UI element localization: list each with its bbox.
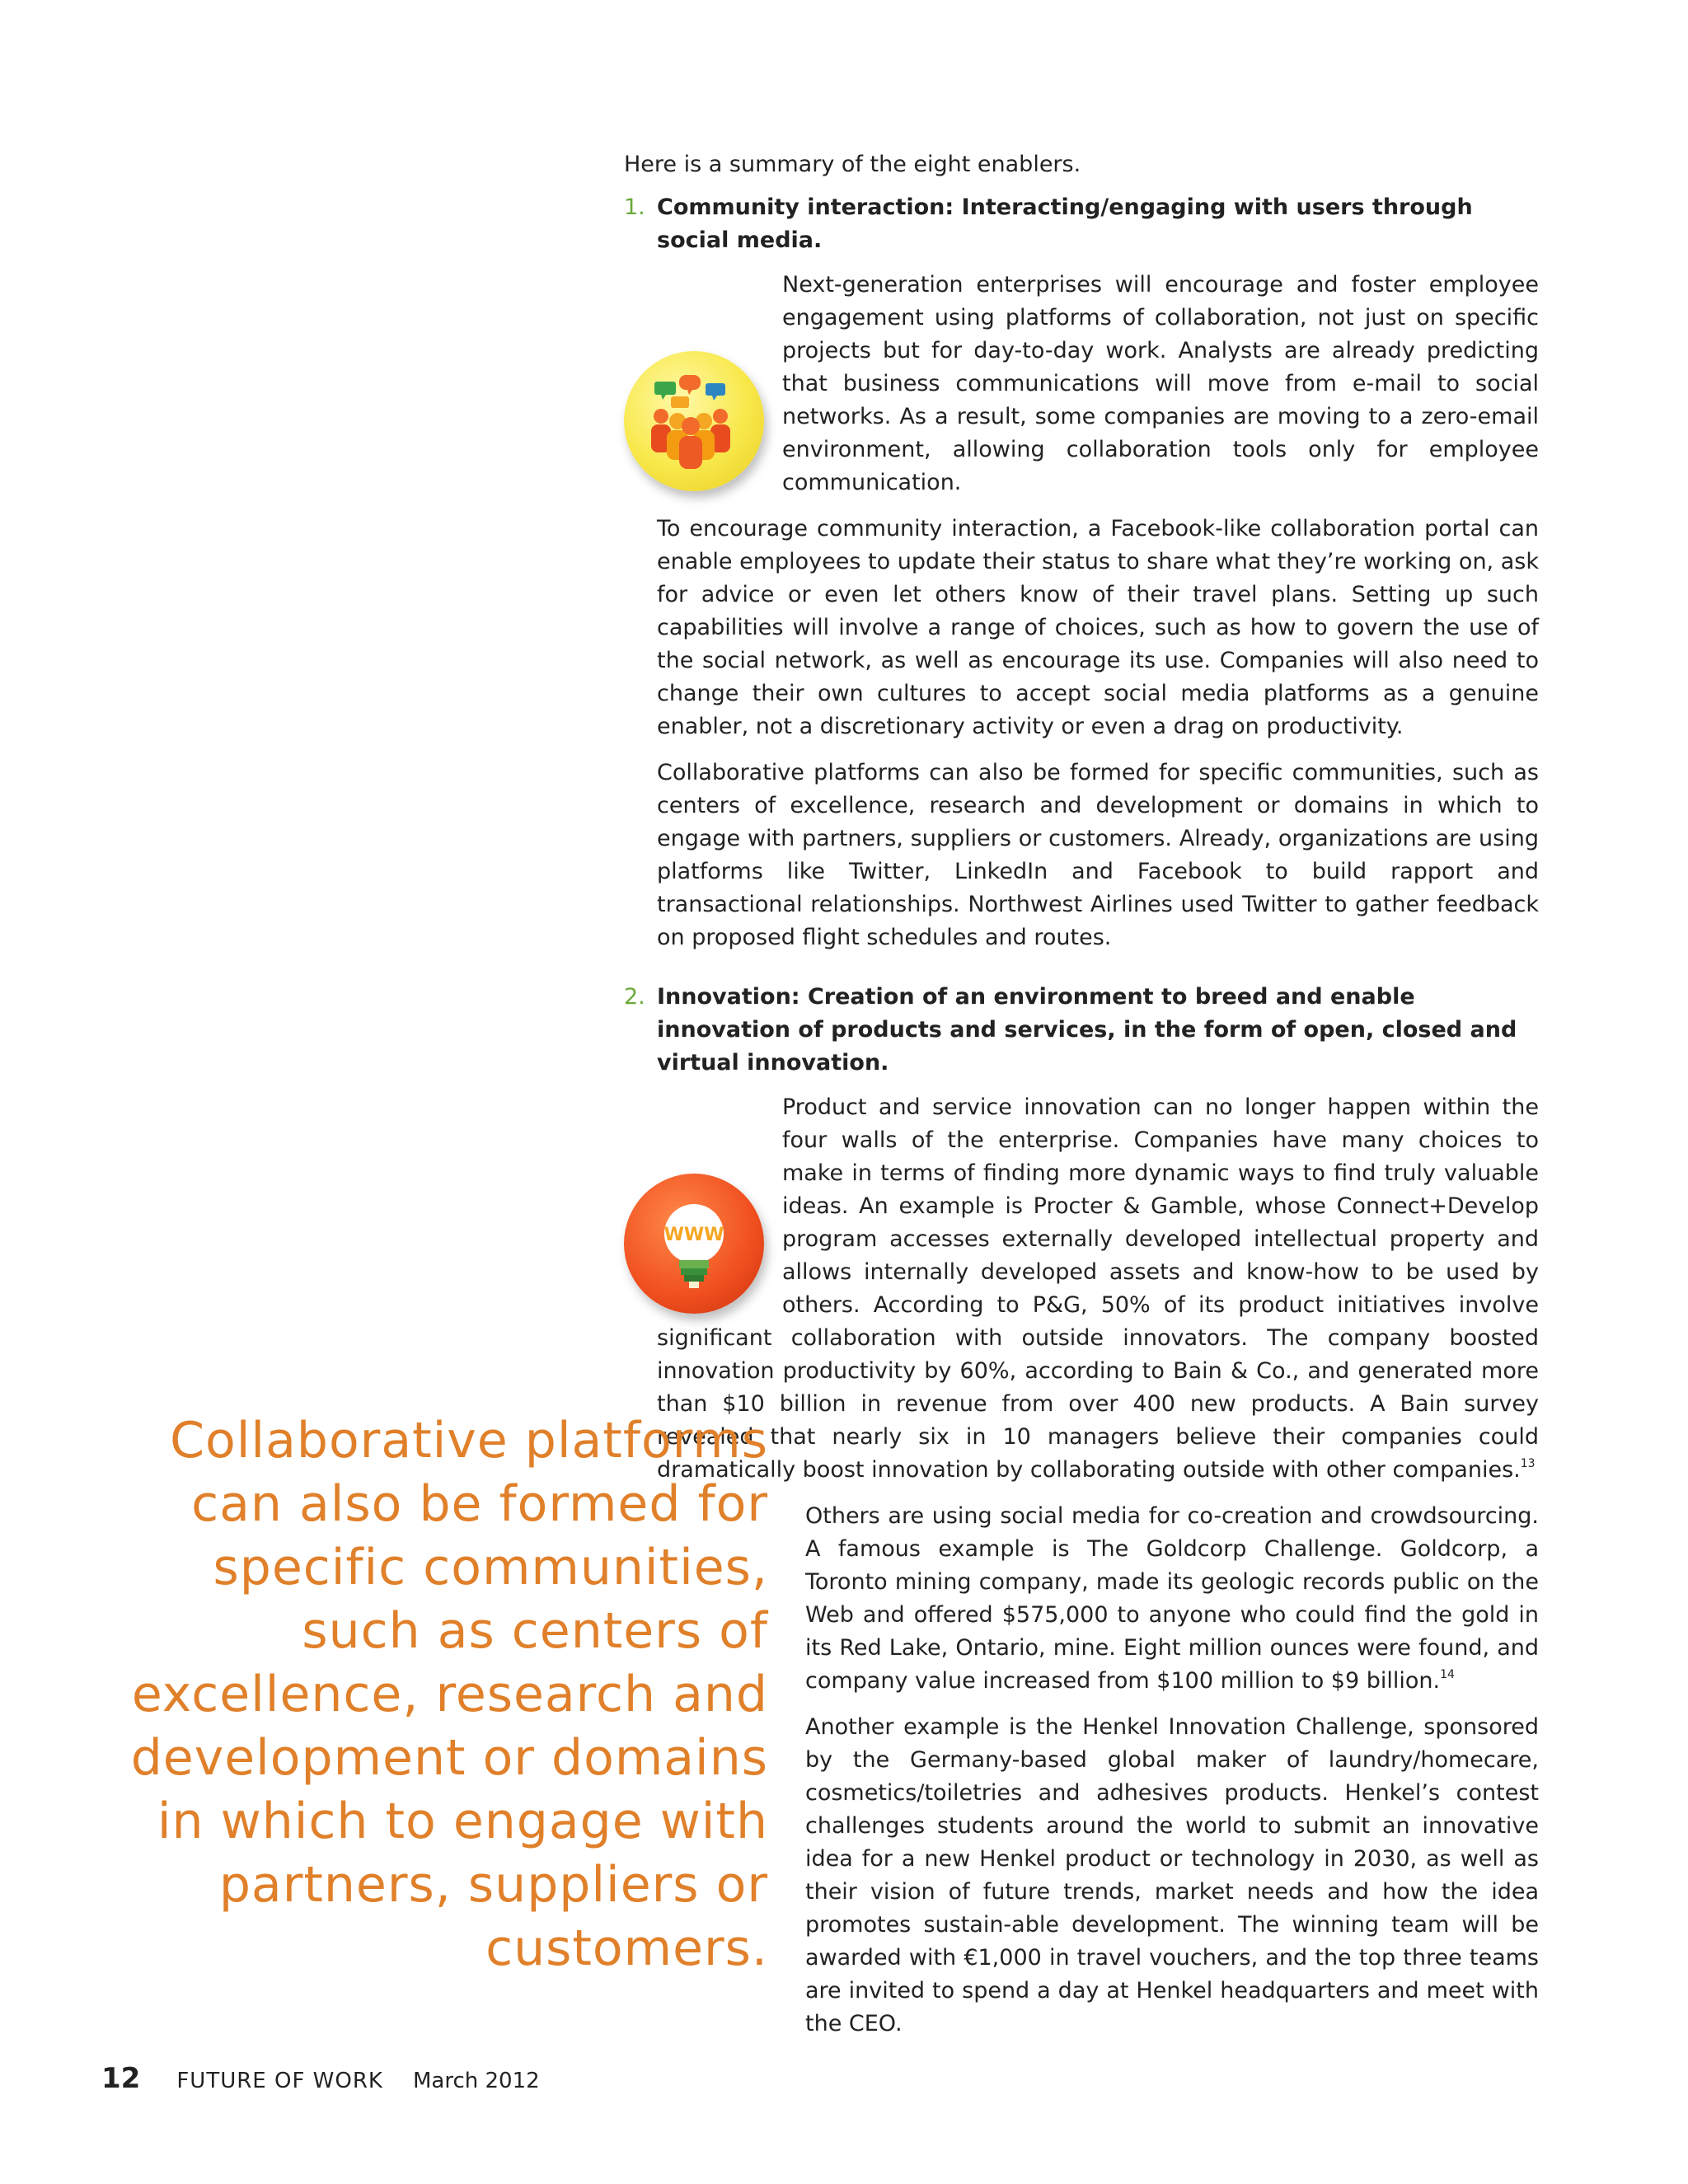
paragraph bbox=[805, 1500, 1539, 1698]
enabler-heading: Innovation: Creation of an environment to breed and enable innovation of products and services, in the form of open, closed and virtual innovation. bbox=[657, 984, 1517, 1076]
publication-name: FUTURE OF WORK bbox=[176, 2069, 383, 2093]
paragraph-text: Product and service innovation can no longer happen within the four walls of the enterprise. Companies have many choices to make in terms of finding more dynamic ways to find truly valuable ideas. An example is Procter & Gamble, whose Connect+Develop program accesses externally developed intellectual property and allows internally developed assets and know-how to be used by others. According to P&G, 50% of its product initiatives involve significant collaboration with outside innovators. The company boosted innovation productivity by 60%, according to Bain & Co., and generated more than $10 billion in revenue from over 400 new products. A Bain survey revealed that nearly six in 10 managers believe their companies could dramatically boost innovation by collaborating outside with other companies. bbox=[657, 1094, 1539, 1483]
footnote-marker: 13 bbox=[1520, 1457, 1536, 1470]
paragraph: To encourage community interaction, a Facebook-like collaboration portal can enable employees to update their status to share what they’re working on, ask for advice or even let others know of their travel plans. Setting up such capabilities will involve a range of choices, such as how to govern the use of the social network, as well as encourage its use. Companies will also need to change their own cultures to accept social media platforms as a genuine enabler, not a discretionary activity or even a drag on productivity. bbox=[657, 516, 1539, 739]
pull-quote: Collaborative platforms can also be formed for specific communities, such as centers of excellence, research and development or domains in which to engage with partners, suppliers or customers. bbox=[130, 1412, 768, 1977]
footnote-marker: 14 bbox=[1440, 1668, 1455, 1681]
enabler-item-1 bbox=[624, 191, 1539, 954]
intro-text: Here is a summary of the eight enablers. bbox=[624, 152, 1081, 177]
publication-date: March 2012 bbox=[412, 2069, 540, 2093]
paragraph bbox=[657, 269, 1539, 499]
paragraph: Another example is the Henkel Innovation Challenge, sponsored by the Germany-based global maker of laundry/homecare, cosmetics/toiletries and adhesives products. Henkel’s contest challenges students around the world to submit an innovative idea for a new Henkel product or technology in 2030, as well as their vision of future trends, market needs and how the idea promotes sustain-able development. The winning team will be awarded with €1,000 in travel vouchers, and the top three teams are invited to spend a day at Henkel headquarters and meet with the CEO. bbox=[805, 1714, 1539, 2036]
enabler-heading: Community interaction: Interacting/engaging with users through social media. bbox=[657, 194, 1473, 253]
lightbulb-icon-text: WWW bbox=[663, 1225, 724, 1245]
list-number: 1. bbox=[624, 194, 645, 220]
paragraph bbox=[657, 1091, 1539, 1487]
community-people-icon bbox=[624, 351, 764, 491]
paragraph: Collaborative platforms can also be formed for specific communities, such as centers of excellence, research and development or domains in which to engage with partners, suppliers or customers. Already, organizations are using platforms like Twitter, LinkedIn and Facebook to build rapport and transactional relationships. Northwest Airlines used Twitter to gather feedback on proposed flight schedules and routes. bbox=[657, 760, 1539, 950]
paragraph-text: Next-generation enterprises will encourage and foster employee engagement using platforms of collaboration, not just on specific projects but for day-to-day work. Analysts are already predicting that business communications will move from e-mail to social networks. As a result, some companies are moving to a zero-email environment, allowing collaboration tools only for employee communication. bbox=[782, 272, 1539, 495]
page-footer bbox=[101, 2062, 540, 2095]
page-number: 12 bbox=[101, 2062, 141, 2095]
list-number: 2. bbox=[624, 984, 645, 1010]
lightbulb-icon bbox=[624, 1174, 764, 1314]
paragraph-text: Others are using social media for co-creation and crowdsourcing. A famous example is The Goldcorp Challenge. Goldcorp, a Toronto mining company, made its geologic records public on the Web and offered $575,000 to anyone who could find the gold in its Red Lake, Ontario, mine. Eight million ounces were found, and company value increased from $100 million to $9 billion. bbox=[805, 1503, 1539, 1694]
